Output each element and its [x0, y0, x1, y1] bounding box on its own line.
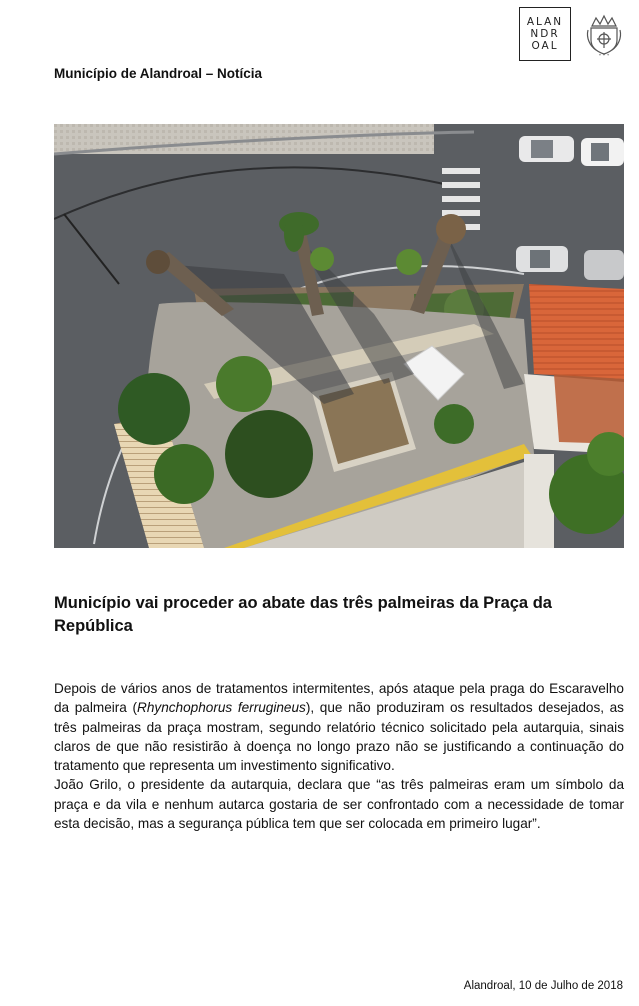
paragraph-1-text-start: Depois de vários anos de tratamentos intermitentes, após ataque pela praga do Escaravelho da palmeira ( [54, 681, 624, 716]
article-title: Município vai proceder ao abate das três palmeiras da Praça da República [54, 594, 552, 635]
article-paragraph-2: João Grilo, o presidente da autarquia, declara que “as três palmeiras eram um símbolo da praça e da vila e nenhum autarca gostaria de ser confrontado com a necessidade de tomar esta decisão, mas a segurança pública tem que ser colocada em primeiro lugar”. [54, 777, 624, 832]
logo-line-3: OAL [531, 40, 559, 52]
logo-line-2: NDR [530, 28, 560, 40]
logo-line-1: ALAN [526, 16, 564, 28]
paragraph-1-text-end: ), que não produziram os resultados desejados, as três palmeiras da praça mostram, segundo relatório técnico solicitado pela autarquia, sinais claros de que não resistirão à doença no longo prazo não se justificando a continuação do tratamento que representa um investimento significativo. [54, 700, 624, 774]
article-body [54, 679, 624, 833]
alandroal-logo [519, 7, 571, 61]
page-header: Município de Alandroal – Notícia [54, 66, 263, 81]
article-paragraph-1 [54, 679, 624, 775]
municipal-coat-of-arms-icon [584, 12, 624, 56]
aerial-photo-praca-da-republica [54, 124, 624, 548]
svg-text:✦ ✦ ✦: ✦ ✦ ✦ [598, 53, 610, 56]
scientific-name: Rhynchophorus ferrugineus [137, 700, 306, 716]
publication-date: Alandroal, 10 de Julho de 2018 [463, 980, 623, 992]
